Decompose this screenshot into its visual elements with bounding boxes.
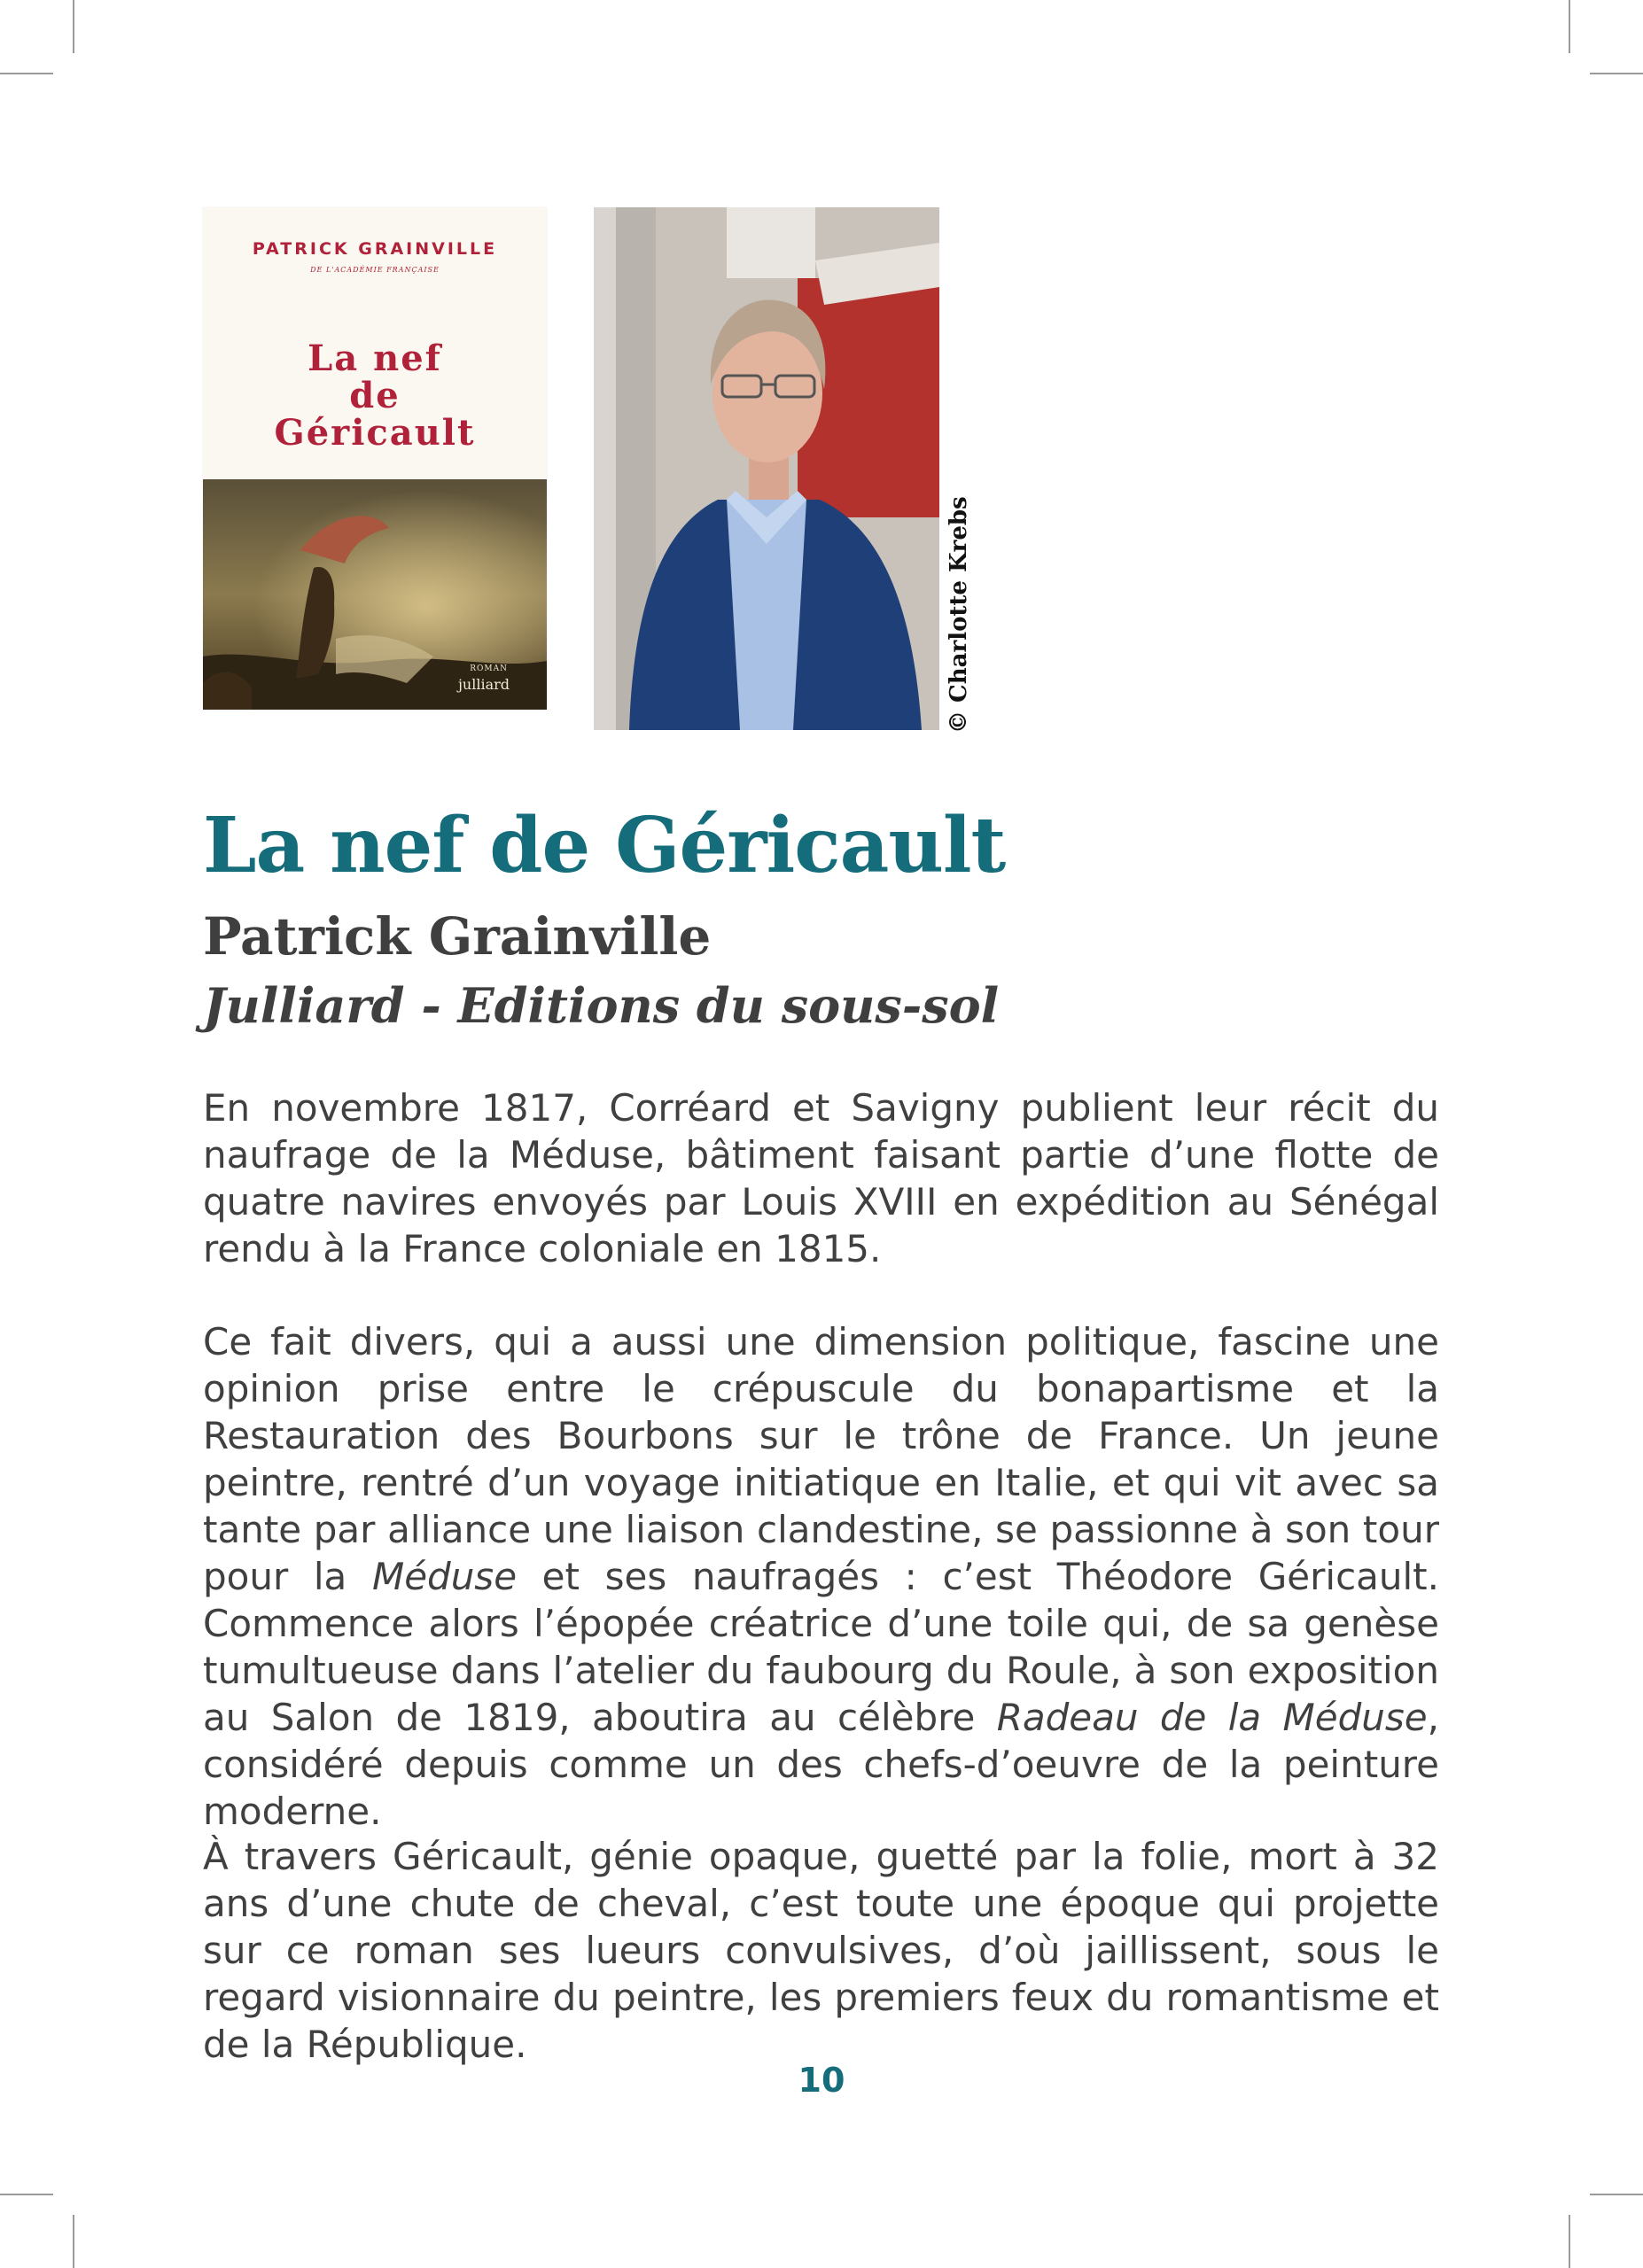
paragraph: En novembre 1817, Corréard et Savigny publient leur récit du naufrage de la Méduse, bâtiment faisant partie d’une flotte de quatre navires envoyés par Louis XVIII en expédition au Sénégal rendu à la France coloniale en 1815. — [203, 1086, 1439, 1270]
crop-mark — [73, 2215, 74, 2268]
cover-author: PATRICK GRAINVILLE — [252, 239, 498, 259]
crop-mark — [0, 2194, 53, 2195]
crop-mark — [1590, 73, 1643, 74]
paragraph — [203, 1318, 1439, 1835]
cover-academy: DE L'ACADÉMIE FRANÇAISE — [310, 266, 440, 274]
cover-title-line: La nef — [308, 338, 442, 379]
crop-mark — [1569, 2215, 1570, 2268]
paragraph: À travers Géricault, génie opaque, guetté par la folie, mort à 32 ans d’une chute de cheval, c’est toute une époque qui projette sur ce roman ses lueurs convulsives, d’où jaillissent, sous le regard visionnaire du peintre, les premiers feux du romantisme et de la République. — [203, 1835, 1439, 2066]
cover-title-line: Géricault — [274, 412, 476, 454]
paragraph-emphasis: Radeau de la Méduse — [996, 1696, 1428, 1739]
page-number: 10 — [798, 2061, 845, 2100]
crop-mark — [73, 0, 74, 53]
cover-publisher-logo: julliard — [457, 676, 510, 693]
paragraph-text: Ce fait divers, qui a aussi une dimension politique, fascine une opinion prise entre le crépuscule du bonapartisme et la Restauration des Bourbons sur le trône de France. Un jeune peintre, rentré d’un voyage initiatique en Italie, et qui vit avec sa tante par alliance une liaison clandestine, se passionne à son tour pour la — [203, 1320, 1439, 1598]
book-publisher: Julliard - Editions du sous-sol — [203, 977, 1000, 1034]
paragraph-text: , considéré depuis comme un des chefs-d’oeuvre de la peinture moderne. — [203, 1696, 1439, 1833]
author-photo — [594, 207, 939, 730]
book-author: Patrick Grainville — [203, 906, 712, 967]
cover-painting — [203, 479, 547, 710]
photo-credit: © Charlotte Krebs — [946, 496, 972, 734]
paragraph-text: et ses naufragés : c’est Théodore Géricault. Commence alors l’épopée créatrice d’une toile qui, de sa genèse tumultueuse dans l’atelier du faubourg du Roule, à son exposition au Salon de 1819, aboutira au célèbre — [203, 1555, 1440, 1739]
paragraph-emphasis: Méduse — [371, 1555, 518, 1598]
cover-genre: ROMAN — [470, 664, 508, 673]
book-cover — [203, 207, 547, 710]
crop-mark — [1569, 0, 1570, 53]
book-title: La nef de Géricault — [203, 801, 1006, 890]
cover-title-line: de — [349, 375, 401, 416]
cover-title — [203, 340, 547, 452]
crop-mark — [1590, 2194, 1643, 2195]
crop-mark — [0, 73, 53, 74]
